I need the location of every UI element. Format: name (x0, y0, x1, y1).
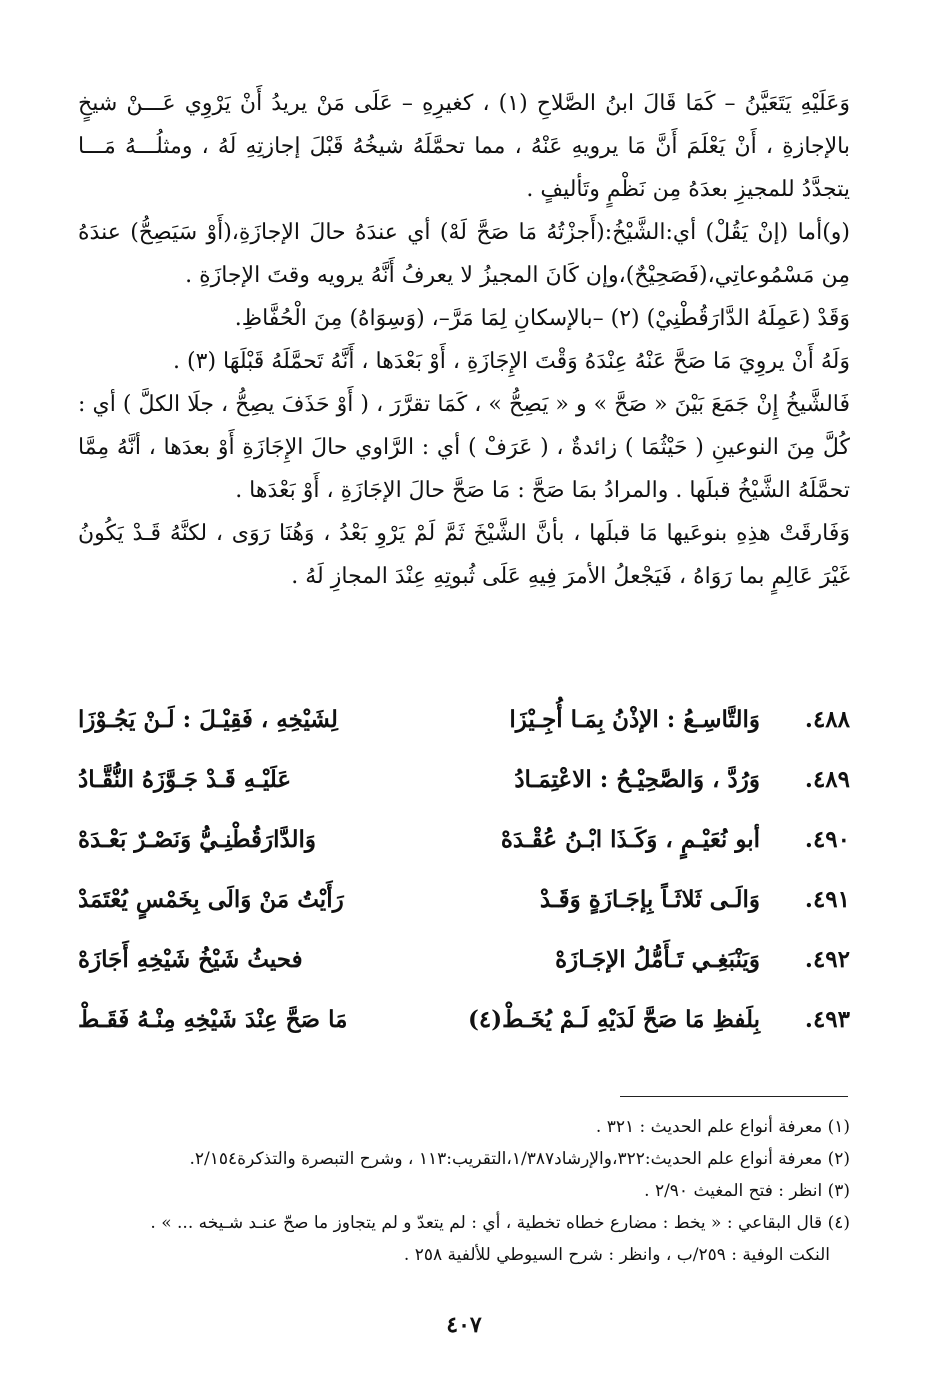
footnote-continuation: النكت الوفية : ٢٥٩/ب ، وانظر : شرح السيوطي للألفية ٢٥٨ . (403, 1245, 830, 1265)
verse-row (78, 826, 850, 886)
footnote: (٤) قال البقاعي : « يخط : مضارع خطاه تخطية ، أي : لم يتعدّ و لم يتجاوز ما صحّ عنـد شـيخه ... » . (150, 1213, 850, 1233)
page-number: ٤٠٧ (446, 1312, 482, 1338)
paragraph: فَالشَّيخُ إِنْ جَمَعَ بَيْنَ « صَحَّ » و « يَصِحُّ » ، كَمَا تقرَّرَ ، ( أَوْ حَذَفَ يصِحُّ ، جلَا الكلَّ ) أي : كُلَّ مِنَ النوعينِ ( حَيْثُمَا ) زائدةٌ ، ( عَرَفْ ) أي : الرَّاوي حالَ الإِجَازَةِ أَوْ بعدَها ، أنَّهُ مِمَّا تحمَّلَهُ الشَّيْخُ قبلَها . والمرادُ بمَا صَحَّ : مَا صَحَّ حالَ الإجَازَةِ ، أَوْ بَعْدَها . (78, 392, 850, 503)
verse-row (78, 766, 850, 826)
verse-number: ٤٩٣. (804, 1006, 850, 1033)
footnote: (١) معرفة أنواع علم الحديث : ٣٢١ . (595, 1117, 850, 1137)
verse-row (78, 1006, 850, 1066)
verse-second-hemistich: لِشَيْخِهِ ، فَقِيْـلَ : لَـنْ يَجُـوْزَا (78, 706, 338, 733)
footnote-divider (620, 1096, 848, 1097)
verse-second-hemistich: مَا صَحَّ عِنْدَ شَيْخِهِ مِنْـهُ فَقَـطْ (78, 1006, 348, 1033)
footnotes (78, 1112, 850, 1272)
verse-number: ٤٩٢. (804, 946, 850, 973)
verse-number: ٤٨٩. (804, 766, 850, 793)
verse-first-hemistich: وَيَنْبَغِـي تَـأَمُّلُ الإجَـازَهْ (555, 946, 760, 973)
verse-number: ٤٩١. (804, 886, 850, 913)
paragraph: وَلَهُ أَنْ يروِيَ مَا صَحَّ عَنْهُ عِنْدَهُ وَقْتَ الإِجَازَةِ ، أَوْ بَعْدَها ، أَنَّهُ تَحمَّلَهُ قَبْلَهَا (٣) . (173, 349, 850, 374)
paragraph: وَعَلَيْهِ يَتَعَيَّنُ – كَمَا قَالَ ابنُ الصَّلاحِ (١) ، كغيرِهِ – عَلَى مَنْ يريدُ أَنْ يَرْوِي عَـــنْ شيخٍ بالإجازةِ ، أَنْ يَعْلَمَ أَنَّ مَا يرويهِ عَنْهُ ، مما تحمَّلَهُ شيخُهُ قَبْلَ إجازتِهِ لَهُ ، ومثلُـــهُ مَـــا يتجدَّدُ للمجيزِ بعدَهُ مِن نَظْمٍ وتَأليفٍ . (78, 91, 850, 202)
verse-second-hemistich: رَأَيْتُ مَنْ وَالَى بِخَمْسٍ يُعْتَمَدْ (78, 886, 344, 913)
verse-number: ٤٩٠. (804, 826, 850, 853)
verse-first-hemistich: أبو نُعَيْـمٍ ، وَكَـذَا ابْـنُ عُقْـدَهْ (500, 826, 760, 853)
verse-row (78, 706, 850, 766)
poem-verses (78, 706, 850, 1066)
verse-row (78, 946, 850, 1006)
verse-number: ٤٨٨. (804, 706, 850, 733)
footnote: (٣) انظر : فتح المغيث ٢/٩٠ . (644, 1181, 850, 1201)
paragraph: وَقَدْ (عَمِلَهُ الدَّارَقُطْنِيْ) (٢) –بالإسكانِ لِمَا مَرَّ–، (وَسِوَاهُ) مِنَ الْحُفَّاظِ. (234, 306, 850, 331)
footnote: (٢) معرفة أنواع علم الحديث:٣٢٢،والإرشاد١/٣٨٧،التقريب:١١٣ ، وشرح التبصرة والتذكرة٢/١٥٤. (189, 1149, 850, 1169)
verse-second-hemistich: وَالدَّارَقُطْنِـيُّ وَنَصْـرٌ بَعْـدَهْ (78, 826, 317, 853)
paragraph: وَفَارقَتْ هذِهِ بنوعَيها مَا قبلَها ، بأنَّ الشَّيْخَ ثَمَّ لَمْ يَرْوِ بَعْدُ ، وَهُنَا رَوَى ، لكنَّهُ قَـدْ يَكُونُ غَيْرَ عَالِمٍ بما رَوَاهُ ، فَيَجْعلُ الأمرَ فِيهِ عَلَى ثُبوتِهِ عِنْدَ المجازِ لَهُ . (78, 521, 850, 589)
verse-first-hemistich: بِلَفظِ مَا صَحَّ لَدَيْهِ لَـمْ يُخَـطْ(٤) (467, 1006, 760, 1033)
verse-first-hemistich: وَرُدَّ ، وَالصَّحِيْـحُ : الاعْتِمَـادُ (514, 766, 760, 793)
paragraph: (و)أما (إنْ يَقُلْ) أي:الشَّيْخُ:(أَجزْتُهُ مَا صَحَّ لَهْ) أي عندَهُ حالَ الإجازَةِ،(أَوْ سَيَصِحُّ) عندَهُ مِن مَسْمُوعاتِي،(فَصَحِيْحٌ)،وإن كَانَ المجيزُ لا يعرفُ أَنَّهُ يرويه وقتَ الإجازَةِ . (78, 220, 850, 288)
verse-first-hemistich: وَالَـى ثَلاثَـاً بِإجَـازَةٍ وَقَـدْ (539, 886, 760, 913)
verse-row (78, 886, 850, 946)
commentary-text (78, 82, 850, 598)
verse-first-hemistich: وَالتَّاسِـعُ : الإذْنُ بِمَـا أُجِـيْزَا (509, 706, 760, 733)
verse-second-hemistich: عَلَيْـهِ قَـدْ جَـوَّزَهُ النُّقَّـادُ (78, 766, 292, 793)
verse-second-hemistich: فحيثُ شَيْخُ شَيْخِهِ أَجَازَهْ (78, 946, 303, 973)
